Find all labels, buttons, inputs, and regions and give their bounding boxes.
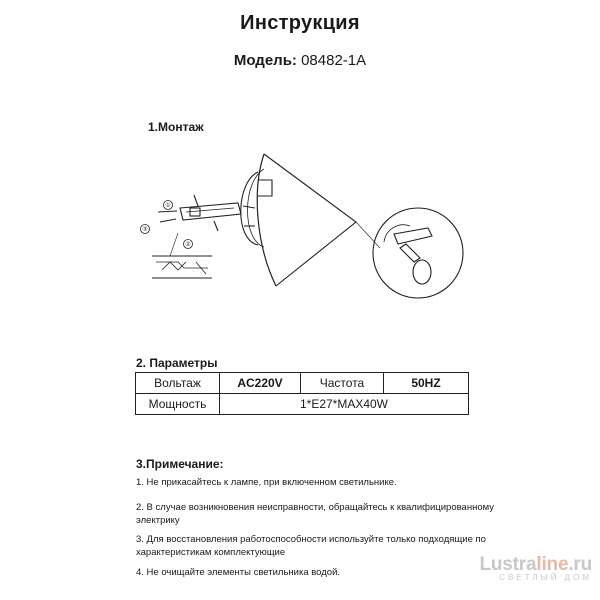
watermark-text: line: [536, 554, 569, 575]
terminal-block: [190, 208, 200, 216]
note-item: 4. Не очищайте элементы светильника водой.: [136, 567, 341, 578]
step-marker: ③: [142, 227, 148, 233]
step-marker: ①: [165, 203, 171, 209]
note-item: 3. Для восстановления работоспособности используйте только подходящие по характеристикам комплектующие: [136, 534, 486, 558]
voltage-label: Вольтаж: [136, 373, 220, 394]
section-parameters-title: 2. Параметры: [136, 356, 218, 370]
frequency-value: 50HZ: [384, 373, 469, 394]
detail-bulb: [413, 260, 431, 284]
power-value: 1*E27*MAX40W: [220, 394, 469, 415]
note-item: 1. Не прикасайтесь к лампе, при включенном светильнике.: [136, 477, 397, 488]
section-mounting-title: 1.Монтаж: [148, 120, 204, 134]
wall-plate: [241, 172, 258, 245]
section-notes-title: 3.Примечание:: [136, 457, 224, 471]
model-label: Модель:: [233, 52, 297, 69]
model-number: 08482-1A: [301, 52, 367, 69]
detail-callout: [373, 208, 463, 298]
lamp-shade: [264, 154, 356, 286]
parameters-table: [135, 372, 469, 415]
document-title: Инструкция: [240, 12, 360, 34]
note-item: 2. В случае возникновения неисправности, обращайтесь к квалифицированному электрику: [136, 502, 494, 526]
detail-socket: [394, 228, 432, 244]
voltage-value: AC220V: [220, 373, 301, 394]
frequency-label: Частота: [301, 373, 384, 394]
step-marker: ②: [185, 242, 191, 248]
watermark-logo: [452, 554, 592, 582]
detail-inset: [152, 256, 212, 278]
table-row: [136, 394, 469, 415]
table-row: [136, 373, 469, 394]
watermark-text: Lustra: [479, 554, 537, 575]
watermark-tagline: СВЕТЛЫЙ ДОМ: [499, 573, 592, 582]
power-label: Мощность: [136, 394, 220, 415]
watermark-text: .ru: [568, 554, 592, 575]
